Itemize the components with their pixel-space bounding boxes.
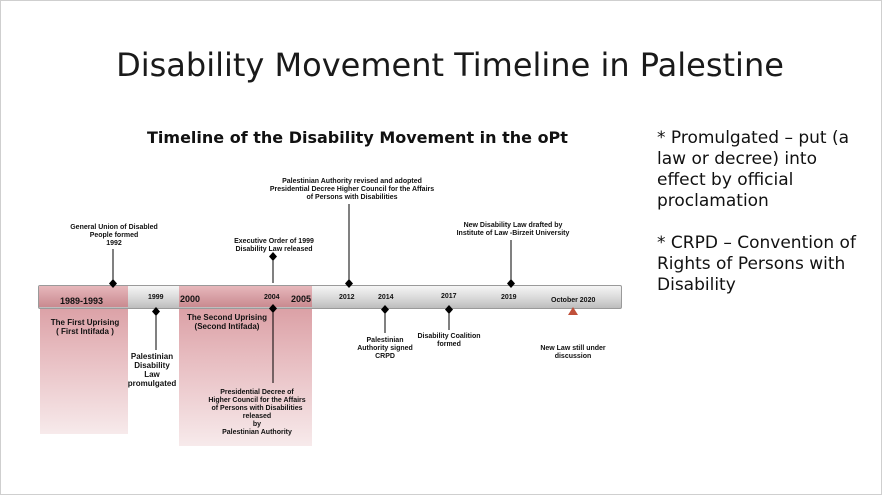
event-coalition-formed: Disability Coalition formed (417, 333, 481, 348)
marker-under-discussion (568, 307, 578, 315)
event-first-uprising: The First Uprising ( First Intifada ) (50, 318, 120, 336)
year-2004: 2004 (264, 294, 280, 301)
marker-union (109, 279, 117, 288)
year-october-2020: October 2020 (551, 297, 596, 304)
event-crpd-signed: Palestinian Authority signed CRPD (357, 337, 413, 360)
year-1999: 1999 (148, 294, 164, 301)
year-2019: 2019 (501, 294, 517, 301)
year-2017: 2017 (441, 293, 457, 300)
event-law-under-discussion: New Law still under discussion (540, 345, 606, 360)
event-union-formed: General Union of Disabled People formed 1992 (70, 224, 158, 247)
note-crpd: * CRPD – Convention of Rights of Persons with Disability (657, 233, 856, 295)
event-new-law-drafted: New Disability Law drafted by Institute of Law -Birzeit University (456, 222, 570, 237)
note-promulgated: * Promulgated – put (a law or decree) into effect by official proclamation (657, 128, 850, 211)
marker-decree (269, 304, 277, 313)
marker-pa-revised (345, 279, 353, 288)
event-decree-released: Presidential Decree of Higher Council for the Affairs of Persons with Disabilities released by Palestinian Authority (208, 389, 306, 436)
event-law-promulgated: Palestinian Disability Law promulgated (127, 352, 177, 388)
definitions-notes (657, 128, 857, 317)
year-2005: 2005 (291, 294, 312, 304)
event-executive-order: Executive Order of 1999 Disability Law released (234, 238, 314, 253)
event-second-uprising: The Second Uprising (Second Intifada) (186, 313, 267, 331)
slide-title: Disability Movement Timeline in Palestine (116, 46, 784, 84)
year-1989-1993: 1989-1993 (60, 296, 104, 306)
year-2012: 2012 (339, 294, 355, 301)
year-2000: 2000 (180, 294, 201, 304)
year-2014: 2014 (378, 294, 394, 301)
timeline-title: Timeline of the Disability Movement in the oPt (147, 128, 568, 147)
marker-new-law (507, 279, 515, 288)
marker-law-promulgated (152, 307, 160, 316)
marker-coalition (445, 305, 453, 314)
event-pa-revised-decree: Palestinian Authority revised and adopted Presidential Decree Higher Council for the Affairs of Persons with Disabilities (269, 178, 435, 201)
marker-crpd (381, 305, 389, 314)
